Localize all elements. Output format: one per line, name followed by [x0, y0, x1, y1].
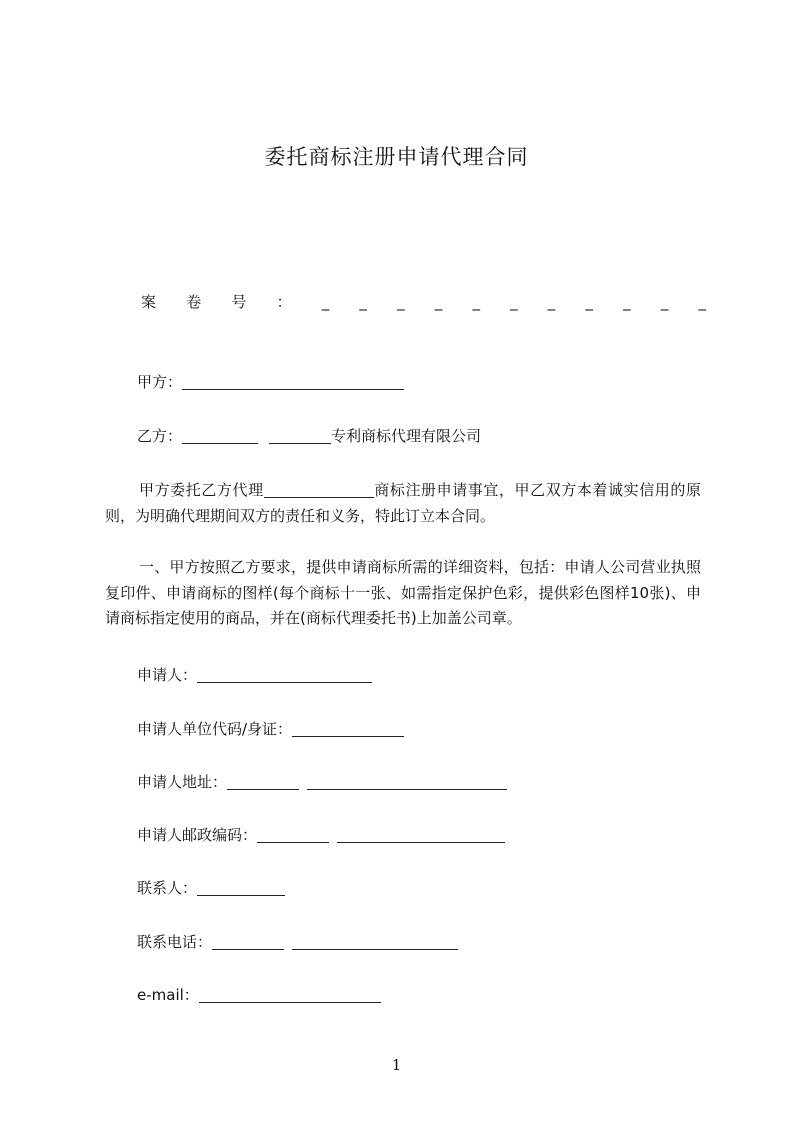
party-b-label: 乙方： [137, 427, 183, 445]
applicant-code-blank[interactable] [292, 721, 404, 737]
intro-blank[interactable] [264, 482, 374, 498]
party-b-company: 专利商标代理有限公司 [331, 427, 482, 445]
party-a-label: 甲方： [137, 373, 183, 391]
case-char: 卷 [186, 293, 202, 311]
email-label: e-mail： [137, 986, 199, 1004]
case-blank: _ [321, 293, 330, 311]
case-char: 号 [231, 293, 247, 311]
contact-label: 联系人： [137, 879, 198, 897]
case-blank: _ [585, 293, 593, 311]
phone-blank-2[interactable] [292, 934, 458, 950]
party-b-blank-2[interactable] [269, 428, 331, 444]
phone-blank-1[interactable] [212, 934, 284, 950]
intro-paragraph [105, 478, 701, 529]
intro-text-start: 甲方委托乙方代理 [139, 481, 264, 499]
postcode-label: 申请人邮政编码： [137, 826, 258, 844]
postcode-line [137, 825, 505, 845]
applicant-code-line [137, 719, 404, 739]
email-line [137, 985, 381, 1005]
email-blank[interactable] [199, 987, 381, 1003]
case-char: 案 [141, 293, 157, 311]
applicant-line [137, 665, 372, 685]
contact-line [137, 878, 285, 898]
case-blank: _ [359, 293, 367, 311]
address-blank-1[interactable] [227, 774, 299, 790]
party-b-blank-1[interactable] [182, 428, 258, 444]
intro-text-end: 商标注册申请事宜，甲乙双方本着诚实信用的原则，为明确代理期间双方的责任和义务，特此订立本合同。 [105, 481, 701, 525]
phone-line [137, 932, 458, 952]
clause-1-paragraph: 一、甲方按照乙方要求，提供申请商标所需的详细资料，包括：申请人公司营业执照复印件、申请商标的图样(每个商标十一张、如需指定保护色彩，提供彩色图样10张)、申请商标指定使用的商品，并在(商标代理委托书)上加盖公司章。 [105, 558, 701, 627]
case-blank: _ [623, 293, 631, 311]
postcode-blank-1[interactable] [257, 827, 329, 843]
applicant-code-label: 申请人单位代码/身证： [137, 720, 293, 738]
contact-blank[interactable] [197, 880, 285, 896]
case-blank: _ [472, 293, 480, 311]
page-number: 1 [391, 1056, 402, 1074]
case-blank: _ [510, 293, 518, 311]
party-a-line [137, 372, 404, 392]
postcode-blank-2[interactable] [337, 827, 505, 843]
document-title: 委托商标注册申请代理合同 [264, 145, 529, 169]
party-a-blank[interactable] [182, 374, 404, 390]
case-char: ： [276, 293, 292, 311]
party-b-line [137, 426, 481, 446]
phone-label: 联系电话： [137, 933, 213, 951]
case-blank: _ [397, 293, 405, 311]
applicant-blank[interactable] [197, 667, 372, 683]
case-number-row [141, 292, 706, 312]
case-blank: _ [698, 293, 706, 311]
case-blank: _ [547, 293, 556, 311]
address-blank-2[interactable] [307, 774, 507, 790]
case-blank: _ [434, 293, 443, 311]
address-line [137, 772, 507, 792]
address-label: 申请人地址： [137, 773, 228, 791]
case-blank: _ [660, 293, 669, 311]
applicant-label: 申请人： [137, 666, 198, 684]
